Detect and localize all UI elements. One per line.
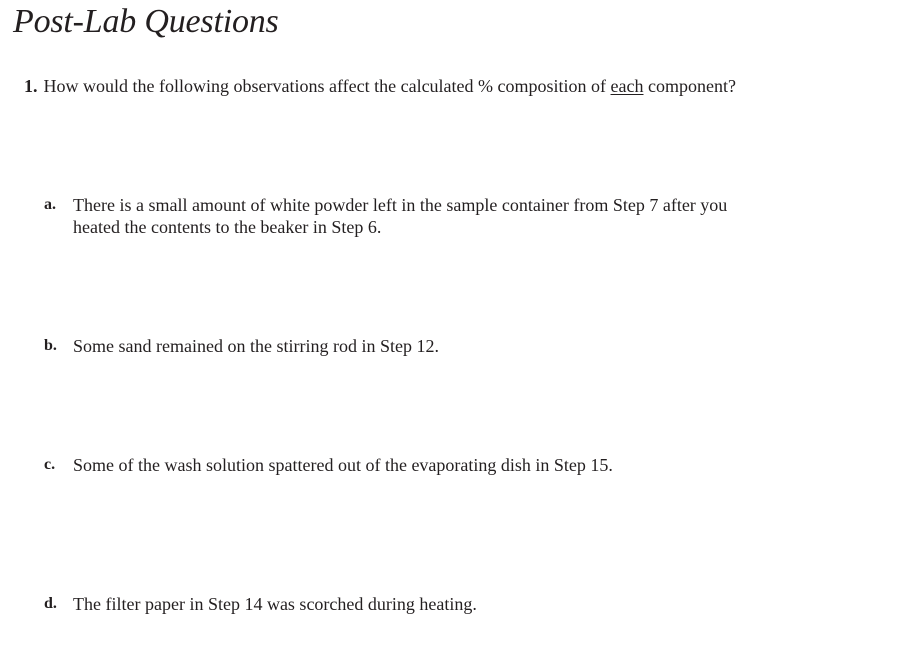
question-text-start: How would the following observations affect the calculated % composition of — [43, 76, 611, 96]
question-number: 1. — [24, 76, 38, 96]
page-title: Post-Lab Questions — [13, 3, 279, 40]
subquestion-letter: c. — [44, 456, 56, 473]
subquestion-b — [44, 335, 764, 357]
question-1 — [24, 75, 736, 97]
subquestion-letter: a. — [44, 196, 56, 213]
subquestion-a — [44, 194, 764, 238]
subquestion-text: There is a small amount of white powder left in the sample container from Step 7 after you heated the contents to the beaker in Step 6. — [73, 195, 728, 237]
subquestion-d — [44, 593, 764, 615]
subquestion-letter: d. — [44, 595, 57, 612]
subquestion-letter: b. — [44, 337, 57, 354]
subquestion-text: The filter paper in Step 14 was scorched during heating. — [73, 594, 477, 614]
question-underlined-word: each — [610, 76, 644, 96]
subquestion-text: Some of the wash solution spattered out of the evaporating dish in Step 15. — [73, 455, 613, 475]
subquestion-text: Some sand remained on the stirring rod in Step 12. — [73, 336, 439, 356]
subquestion-c — [44, 454, 764, 476]
question-text-end: component? — [643, 76, 736, 96]
